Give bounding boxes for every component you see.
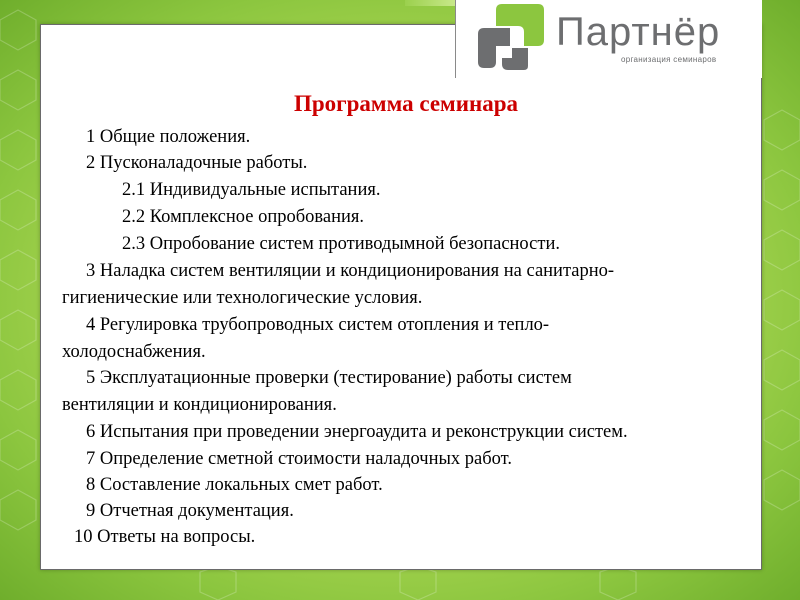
program-item-2-1: 2.1 Индивидуальные испытания. xyxy=(122,180,381,200)
logo-tagline: организация семинаров xyxy=(621,55,717,64)
program-item-1: 1 Общие положения. xyxy=(86,127,251,147)
logo-name: Партнёр xyxy=(556,10,721,54)
program-item-3-cont: гигиенические или технологические условия. xyxy=(62,288,423,308)
program-item-6: 6 Испытания при проведении энергоаудита и реконструкции систем. xyxy=(86,422,628,442)
logo xyxy=(455,0,762,78)
program-item-2: 2 Пусконаладочные работы. xyxy=(86,153,308,173)
page-title: Программа семинара xyxy=(293,91,518,116)
program-item-3: 3 Наладка систем вентиляции и кондиционирования на санитарно- xyxy=(86,261,615,281)
program-item-4-cont: холодоснабжения. xyxy=(62,342,206,362)
program-item-9: 9 Отчетная документация. xyxy=(86,501,294,521)
program-item-7: 7 Определение сметной стоимости наладочных работ. xyxy=(86,449,512,469)
program-item-2-2: 2.2 Комплексное опробования. xyxy=(122,207,365,227)
program-item-2-3: 2.3 Опробование систем противодымной безопасности. xyxy=(122,234,560,254)
program-item-8: 8 Составление локальных смет работ. xyxy=(86,475,383,495)
program-item-5: 5 Эксплуатационные проверки (тестирование) работы систем xyxy=(86,368,572,388)
top-accent-strip xyxy=(405,0,455,6)
partner-logo-icon xyxy=(472,4,550,74)
program-item-10: 10 Ответы на вопросы. xyxy=(74,527,256,547)
program-item-5-cont: вентиляции и кондиционирования. xyxy=(62,395,337,415)
program-item-4: 4 Регулировка трубопроводных систем отопления и тепло- xyxy=(86,315,550,335)
